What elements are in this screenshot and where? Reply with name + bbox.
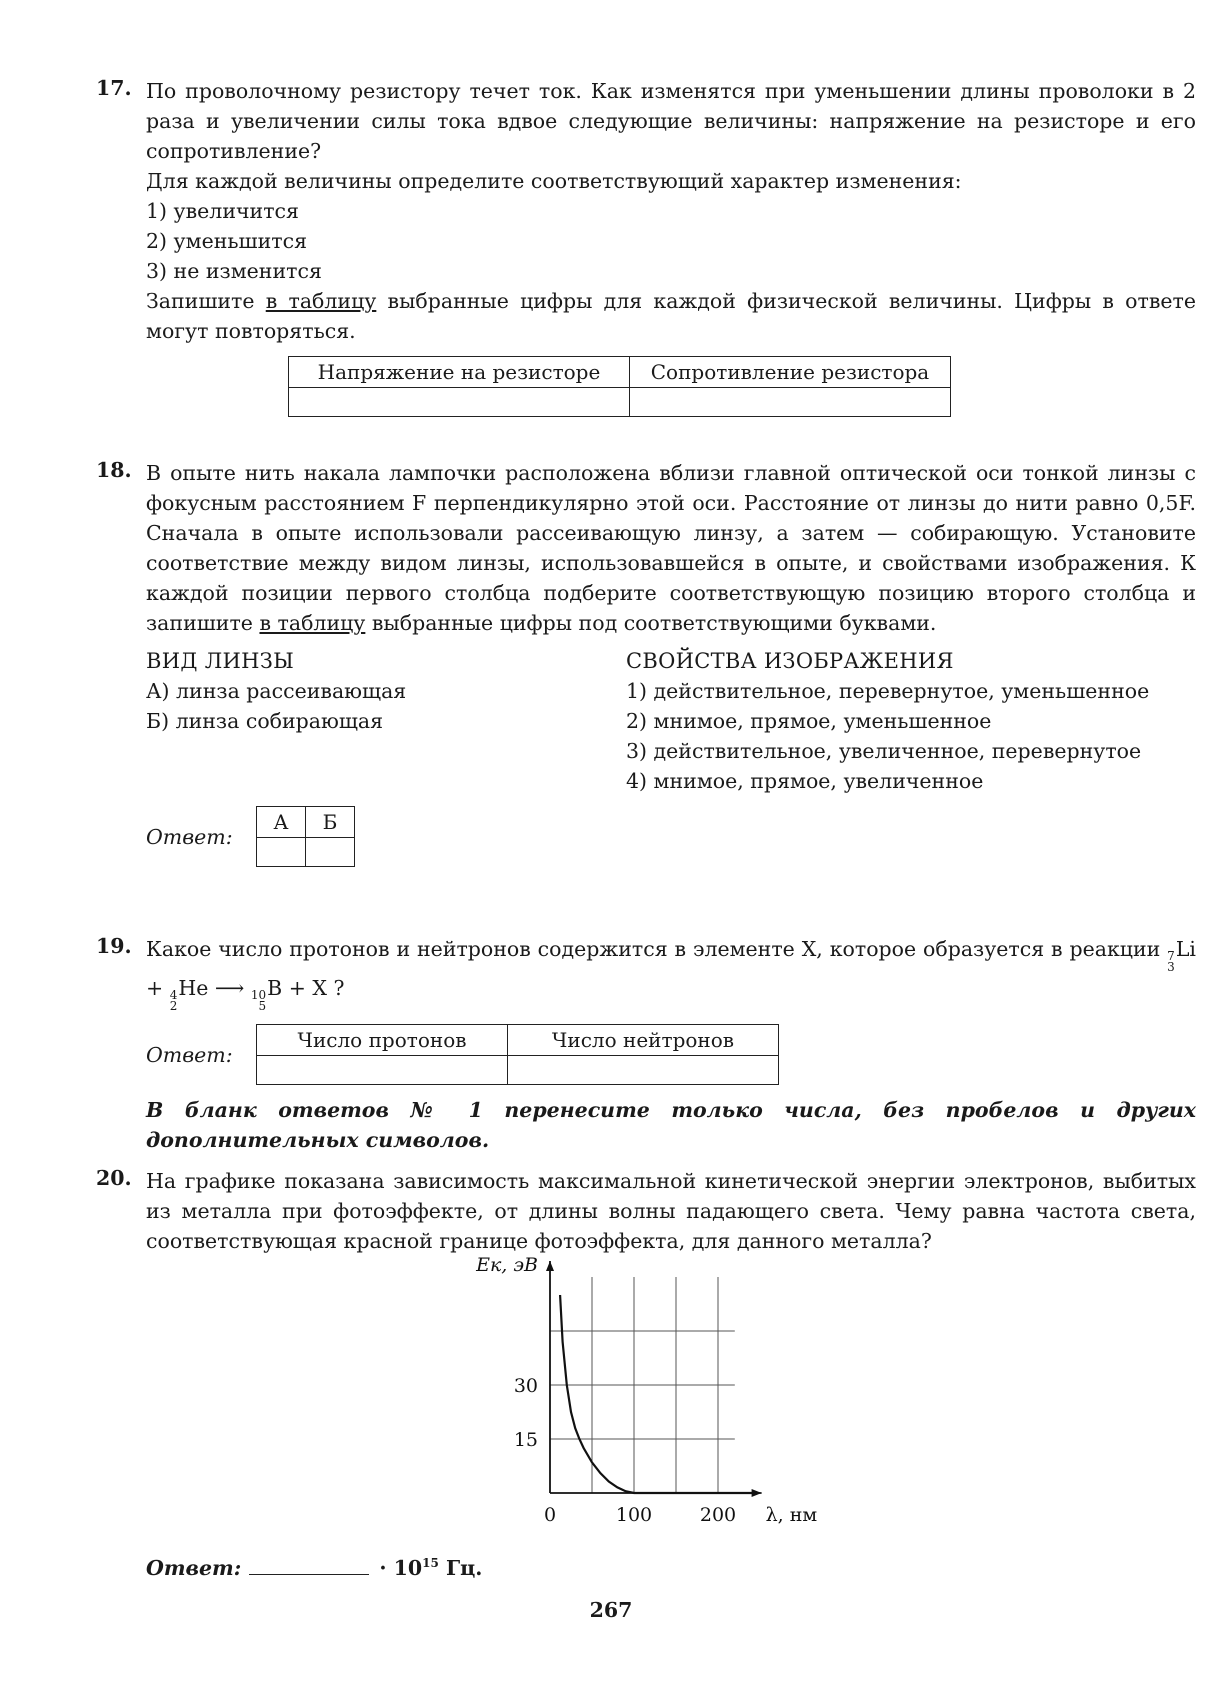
matching-columns: [146, 646, 1196, 796]
table-header: Число протонов: [257, 1025, 508, 1056]
answer-label: Ответ:: [146, 1042, 233, 1067]
y-tick-label: 30: [513, 1375, 538, 1397]
list-item: 2) мнимое, прямое, уменьшенное: [626, 709, 992, 733]
option-2: 2) уменьшится: [146, 229, 307, 253]
table-header: Число нейтронов: [508, 1025, 779, 1056]
task-number: 17.: [96, 76, 132, 100]
x-tick-label: 200: [699, 1504, 737, 1526]
option-1: 1) увеличится: [146, 199, 299, 223]
task-18: [96, 458, 1196, 867]
arrow-icon: ⟶: [214, 976, 245, 1000]
task-19: [96, 934, 1196, 1155]
answer-multiplier: · $10^{15}$ Гц.: [379, 1556, 483, 1580]
task-20: [96, 1166, 1196, 1256]
list-item: А) линза рассеивающая: [146, 679, 407, 703]
instruction-note: В бланк ответов № 1 перенесите только числа, без пробелов и других дополнительных символов.: [146, 1098, 1196, 1152]
task-text: По проволочному резистору течет ток. Как изменятся при уменьшении длины проволоки в 2 раза и увеличении силы тока вдвое следующие величины: напряжение на резисторе и его сопротивление?: [146, 79, 1196, 163]
task-text: В опыте нить накала лампочки расположена вблизи главной оптической оси тонкой линзы с фокусным расстоянием F перпендикулярно этой оси. Расстояние от линзы до нити равно 0,5F. Сначала в опыте использовали рассеивающую линзу, а затем — собирающую. Установите соответствие между видом линзы, использовавшейся в опыте, и свойствами изображения. К каждой позиции первого столбца подберите соответствующую позицию второго столбца и запишите в таблицу выбранные цифры под соответствующими буквами.: [146, 461, 1196, 635]
y-axis-label: Eк, эВ: [476, 1254, 538, 1276]
answer-blank[interactable]: [249, 1552, 369, 1575]
column-heading: СВОЙСТВА ИЗОБРАЖЕНИЯ: [626, 649, 954, 673]
answer-label: Ответ:: [146, 1556, 242, 1580]
list-item: 3) действительное, увеличенное, перевернутое: [626, 739, 1142, 763]
task-instruction: Для каждой величины определите соответствующий характер изменения:: [146, 169, 962, 193]
answer-cell[interactable]: [257, 838, 306, 867]
column-heading: ВИД ЛИНЗЫ: [146, 649, 295, 673]
task-number: 20.: [96, 1166, 132, 1190]
energy-curve: [560, 1295, 752, 1493]
page-number: 267: [589, 1598, 633, 1622]
task-text: На графике показана зависимость максимальной кинетической энергии электронов, выбитых из металла при фотоэффекте, от длины волны падающего света. Чему равна частота света, соответствующая красной границе фотоэффекта, для данного металла?: [146, 1169, 1196, 1253]
answer-row: [146, 806, 1196, 867]
y-axis-arrow: [546, 1261, 554, 1271]
answer-table: [288, 356, 951, 417]
task-text: Какое число протонов и нейтронов содержится в элементе X, которое образуется в реакции 7 3 Li + 4 2 He ⟶ 10 5 B + X ?: [146, 937, 1196, 1013]
answer-table: [256, 806, 355, 867]
image-properties-column: [626, 646, 1196, 796]
table-header: Напряжение на резисторе: [289, 357, 630, 388]
answer-row: [146, 1024, 1196, 1085]
y-tick-label: 15: [513, 1429, 538, 1451]
task-17: [96, 76, 1196, 417]
answer-table: [256, 1024, 779, 1085]
table-header: А: [257, 807, 306, 838]
task-number: 19.: [96, 934, 132, 958]
task-number: 18.: [96, 458, 132, 482]
nuclear-reaction-formula: 7 3 Li + 4 2 He ⟶ 10 5 B + X ?: [146, 937, 1196, 1013]
x-tick-label: 100: [615, 1504, 653, 1526]
list-item: 4) мнимое, прямое, увеличенное: [626, 769, 984, 793]
energy-wavelength-chart: [440, 1254, 818, 1538]
x-axis-label: λ, нм: [765, 1504, 818, 1526]
task-20-answer: [146, 1552, 482, 1580]
lens-type-column: [146, 646, 626, 796]
table-header: Сопротивление резистора: [630, 357, 951, 388]
answer-cell[interactable]: [306, 838, 355, 867]
x-tick-label: 0: [543, 1504, 557, 1526]
answer-cell[interactable]: [508, 1056, 779, 1085]
x-axis-arrow: [752, 1489, 762, 1497]
list-item: Б) линза собирающая: [146, 709, 384, 733]
answer-cell[interactable]: [257, 1056, 508, 1085]
answer-label: Ответ:: [146, 824, 233, 849]
task-answer-instruction: Запишите в таблицу выбранные цифры для каждой физической величины. Цифры в ответе могут повторяться.: [146, 289, 1196, 343]
option-3: 3) не изменится: [146, 259, 322, 283]
list-item: 1) действительное, перевернутое, уменьшенное: [626, 679, 1150, 703]
answer-cell[interactable]: [289, 388, 630, 417]
answer-cell[interactable]: [630, 388, 951, 417]
table-header: Б: [306, 807, 355, 838]
